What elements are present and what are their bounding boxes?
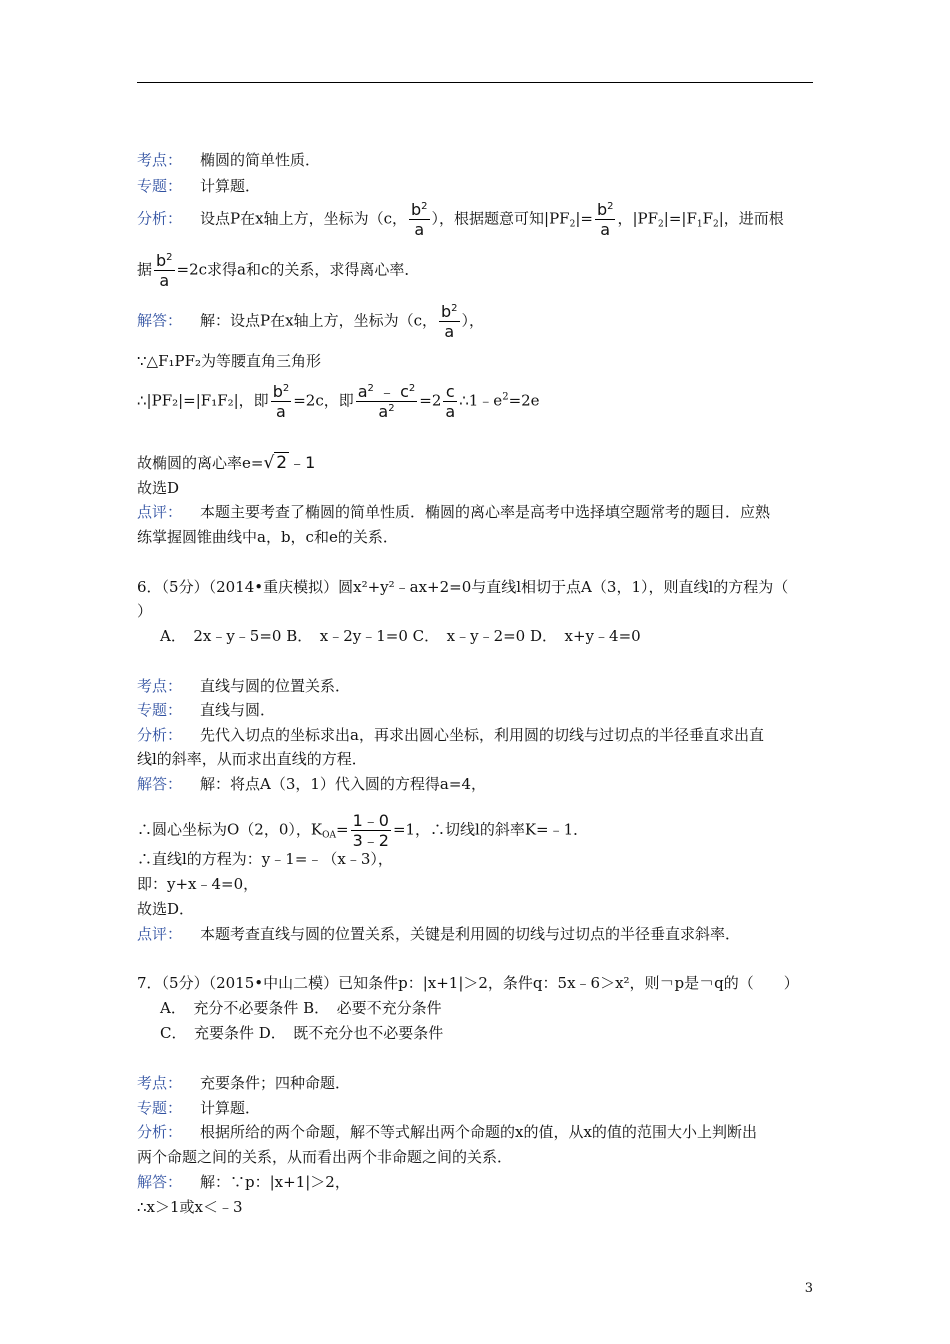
s5-jieda-line2: ∵△F₁PF₂为等腰直角三角形 [137,352,322,370]
fraction-b2-over-a: $\frac{b^2}{a}$ [410,200,428,239]
label-kaodian: 考点： [137,151,183,169]
q7-fenxi-line2: 两个命题之间的关系，从而看出两个非命题之间的关系． [137,1148,513,1166]
q6-jieda-line5: 故选D． [137,900,195,918]
q7-stem: 7．（5分）（2015•中山二模）已知条件p：|x+1|＞2，条件q：5x﹣6＞x²，则￢p是￢q的（ ） [137,974,799,992]
s5-fenxi-line1: 分析： 设点P在x轴上方，坐标为（c， $\frac{b^2}{a}$ ），根据题意可知$|PF_2|=$ $\frac{b^2}{a}$ ，$|PF_2|=|F_1F_2|$，进而根 [137,200,784,239]
q6-stem-line1: 6．（5分）（2014•重庆模拟）圆x²+y²﹣ax+2=0与直线l相切于点A（3，1），则直线l的方程为（ [137,578,789,596]
fraction-b2-over-a: $\frac{b^2}{a}$ [440,302,458,341]
q6-jieda-line4: 即：y+x﹣4=0， [137,875,259,893]
q7-zhuanti: 专题： 计算题． [137,1099,261,1117]
q7-jieda-line1: 解答： 解：∵p：|x+1|＞2， [137,1173,350,1191]
s5-jieda-line3: ∴|PF₂|=|F₁F₂|，即 $\frac{b^2}{a}$ =2c，即 $\frac{a^2 ﹣ c^2}{a^2}$ =2 $\frac{c}{a}$ $\therefore 1﹣e^2=2e$ [137,382,540,421]
fraction-slope: $\frac{1﹣0}{3﹣2}$ [352,811,389,850]
q6-jieda-line2: ∴圆心坐标为O（2，0），$K_{OA}=$ $\frac{1﹣0}{3﹣2}$ =1，∴切线l的斜率K=﹣1． [137,811,589,850]
q6-fenxi-line1: 分析： 先代入切点的坐标求出a，再求出圆心坐标，利用圆的切线与过切点的半径垂直求出直 [137,726,764,744]
s5-jieda-line1: 解答： 解：设点P在x轴上方，坐标为（c， $\frac{b^2}{a}$ ）， [137,302,485,341]
q6-jieda-line1: 解答： 解：将点A（3，1）代入圆的方程得a=4， [137,775,486,793]
fraction-c-over-a: $\frac{c}{a}$ [445,382,456,421]
fraction-a2-c2-over-a2: $\frac{a^2 ﹣ c^2}{a^2}$ [357,382,416,421]
s5-dianping-line2: 练掌握圆锥曲线中a，b，c和e的关系． [137,528,398,546]
sqrt-expression: √ 2 [263,453,288,473]
q7-fenxi-line1: 分析： 根据所给的两个命题，解不等式解出两个命题的x的值，从x的值的范围大小上判断出 [137,1123,757,1141]
q7-options-line2: C． 充要条件 D． 既不充分也不必要条件 [160,1024,444,1042]
q7-options-line1: A． 充分不必要条件 B． 必要不充分条件 [160,999,442,1017]
s5-fenxi-line2: 据 $\frac{b^2}{a}$ =2c求得a和c的关系，求得离心率． [137,251,420,290]
q6-fenxi-line2: 线l的斜率，从而求出直线的方程． [137,750,367,768]
q6-dianping: 点评： 本题考查直线与圆的位置关系，关键是利用圆的切线与过切点的半径垂直求斜率． [137,925,741,943]
q7-jieda-line2: ∴x＞1或x＜﹣3 [137,1198,243,1216]
fraction-b2-over-a: $\frac{b^2}{a}$ [596,200,614,239]
fraction-b2-over-a: $\frac{b^2}{a}$ [156,251,173,290]
q6-options: A． 2x﹣y﹣5=0 B． x﹣2y﹣1=0 C． x﹣y﹣2=0 D． x+y﹣4=0 [160,627,641,645]
s5-kaodian: 考点： 椭圆的简单性质． [137,151,321,169]
q6-jieda-line3: ∴直线l的方程为：y﹣1=﹣（x﹣3）， [137,850,393,868]
q6-kaodian: 考点： 直线与圆的位置关系． [137,677,351,695]
s5-jieda-line5: 故选D [137,479,180,497]
q7-kaodian: 考点： 充要条件；四种命题． [137,1074,351,1092]
fraction-b2-over-a: $\frac{b^2}{a}$ [272,382,290,421]
s5-zhuanti: 专题： 计算题． [137,177,261,195]
q6-zhuanti: 专题： 直线与圆． [137,701,276,719]
s5-dianping-line1: 点评： 本题主要考查了椭圆的简单性质．椭圆的离心率是高考中选择填空题常考的题目．应熟 [137,503,771,521]
page-number: 3 [804,1281,813,1296]
s5-jieda-line4: 故椭圆的离心率e=√ 2 ﹣1 [137,453,316,473]
q6-stem-line2: ） [137,602,153,620]
header-rule [137,82,813,83]
